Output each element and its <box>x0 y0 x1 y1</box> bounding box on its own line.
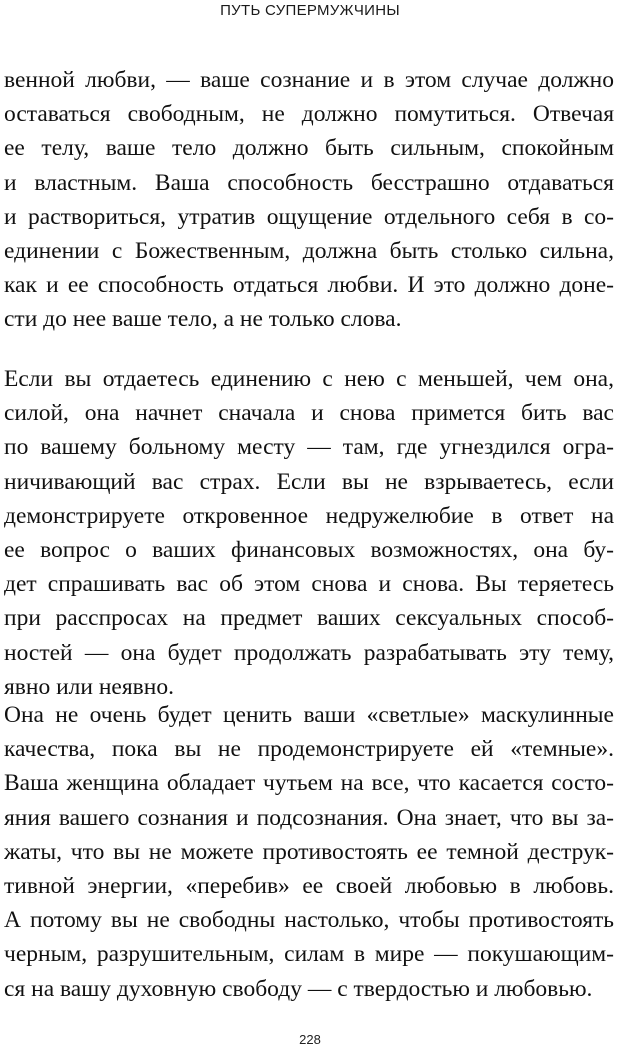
paragraph-1 <box>4 63 614 337</box>
text-line: жаты, что вы не можете противостоять ее темной деструк- <box>4 838 614 865</box>
text-line: ее телу, ваше тело должно быть сильным, спокойным <box>4 135 614 162</box>
text-line: венной любви, — ваше сознание и в этом случае должно <box>4 67 614 93</box>
text-line: ся на вашу духовную свободу — с твердостью и любовью. <box>4 975 593 1002</box>
running-header: ПУТЬ СУПЕРМУЖЧИНЫ <box>220 2 400 19</box>
text-line: тивной энергии, «перебив» ее своей любовью в любовь. <box>4 873 614 900</box>
text-line: и властным. Ваша способность бесстрашно отдаваться <box>4 169 614 196</box>
text-line: яния вашего сознания и подсознания. Она знает, что вы за- <box>4 804 614 831</box>
text-line: качества, пока вы не продемонстрируете ей «темные». <box>4 736 614 763</box>
text-line: Ваша женщина обладает чутьем на все, что касается состо- <box>4 770 614 797</box>
text-line: А потому вы не свободны настолько, чтобы противостоять <box>4 907 614 934</box>
text-line: черным, разрушительным, силам в мире — покушающим- <box>4 941 614 968</box>
text-line: явно или неявно. <box>4 673 174 700</box>
text-line: сти до нее ваше тело, а не только слова. <box>4 306 402 333</box>
text-line: дет спрашивать вас об этом снова и снова. Вы теряетесь <box>4 571 614 598</box>
text-line: ее вопрос о ваших финансовых возможностях, она бу- <box>4 537 614 564</box>
text-line: оставаться свободным, не должно помутиться. Отвечая <box>4 101 614 128</box>
text-line: демонстрируете откровенное недружелюбие в ответ на <box>4 502 614 529</box>
text-line: и раствориться, утратив ощущение отдельного себя в со- <box>4 203 614 230</box>
text-line: как и ее способность отдаться любви. И это должно доне- <box>4 272 614 299</box>
text-line: единении с Божественным, должна быть столько сильна, <box>4 238 614 265</box>
text-line: Она не очень будет ценить ваши «светлые» маскулинные <box>4 702 614 728</box>
text-line: силой, она начнет сначала и снова примется бить вас <box>4 400 614 427</box>
text-line: по вашему больному месту — там, где угнездился огра- <box>4 434 614 461</box>
text-line: ностей — она будет продолжать разрабатывать эту тему, <box>4 639 614 666</box>
text-line: при расспросах на предмет ваших сексуальных способ- <box>4 605 614 632</box>
page-number: 228 <box>299 1032 321 1047</box>
text-line: ничивающий вас страх. Если вы не взрываетесь, если <box>4 468 614 495</box>
text-line: Если вы отдаетесь единению с нею с меньшей, чем она, <box>4 366 614 392</box>
paragraph-2 <box>4 362 614 704</box>
paragraph-3 <box>4 698 614 1006</box>
